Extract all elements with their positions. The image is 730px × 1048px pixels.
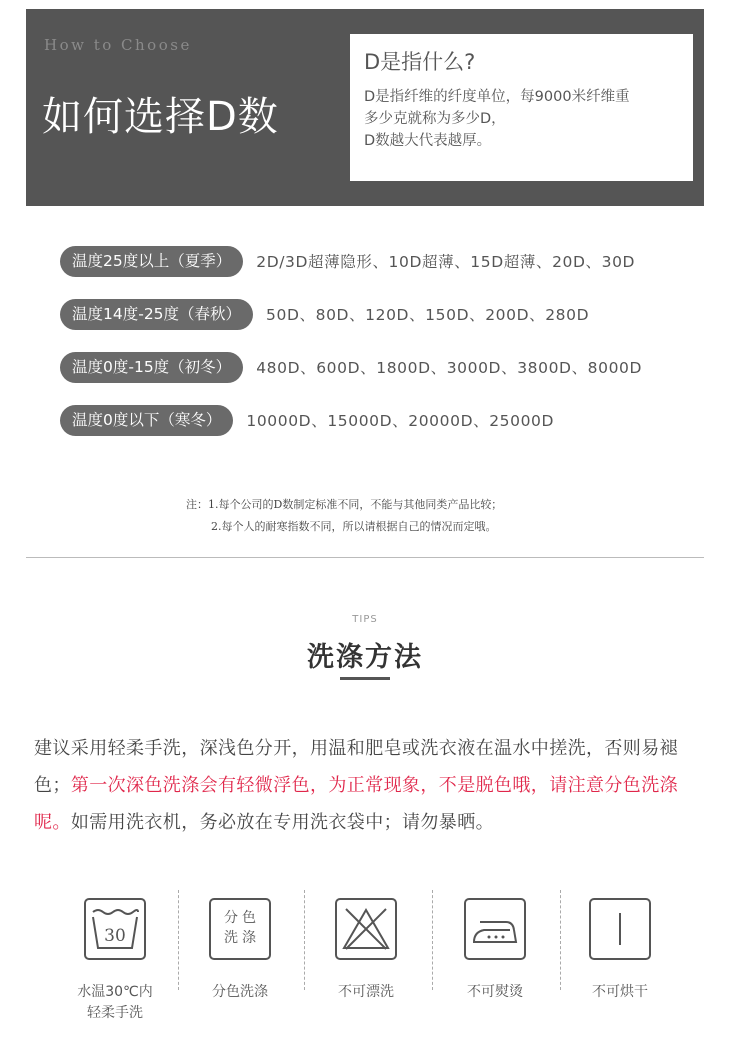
notes — [186, 494, 502, 538]
denier-range: 50D、80D、120D、150D、200D、280D — [266, 306, 590, 324]
d-question: D是指什么? — [364, 50, 476, 74]
temperature-row — [60, 297, 642, 331]
temperature-row — [60, 350, 642, 384]
tips-title: 洗涤方法 — [307, 642, 423, 673]
d-answer-line: 多少克就称为多少D， — [364, 111, 506, 127]
instructions-warning: 第一次深色洗涤会有轻微浮色，为正常现象，不是脱色哦，请注意分色洗涤呢。 — [34, 775, 679, 833]
tips-label: TIPS — [352, 614, 378, 625]
header-title: 如何选择D数 — [42, 94, 279, 140]
separate-icon-text-1: 分色 — [224, 910, 260, 926]
temperature-list — [60, 244, 642, 456]
iron-label: 不可熨烫 — [467, 984, 523, 1000]
instructions-text: 建议采用轻柔手洗，深浅色分开，用温和肥皂或洗衣液在温水中搓洗，否则易褪色； — [34, 738, 678, 796]
temperature-label: 温度14度-25度（春秋） — [60, 299, 253, 330]
dry-label: 不可烘干 — [592, 984, 648, 1000]
instructions-text-end: 如需用洗衣机，务必放在专用洗衣袋中；请勿暴晒。 — [70, 812, 495, 833]
care-item-dry — [555, 890, 685, 1003]
wash-label-line-2: 轻柔手洗 — [87, 1005, 143, 1021]
temperature-label: 温度25度以上（夏季） — [60, 246, 243, 277]
care-item-iron — [430, 890, 560, 1003]
d-answer-line: D是指纤维的纤度单位，每9000米纤维重 — [364, 89, 630, 105]
denier-range: 10000D、15000D、20000D、25000D — [246, 412, 555, 430]
tips-underline — [340, 677, 390, 680]
separate-colors-icon — [209, 898, 271, 960]
denier-range: 480D、600D、1800D、3000D、3800D、8000D — [256, 359, 643, 377]
bleach-label: 不可漂洗 — [338, 984, 394, 1000]
care-item-wash — [50, 890, 180, 1024]
care-icons — [50, 890, 690, 1030]
wash-label — [50, 982, 180, 1024]
section-divider — [26, 557, 704, 558]
temperature-label: 温度0度以下（寒冬） — [60, 405, 233, 436]
d-answer-line: D数越大代表越厚。 — [364, 133, 492, 149]
temperature-label: 温度0度-15度（初冬） — [60, 352, 243, 383]
temperature-row — [60, 403, 642, 437]
note-line-1: 注：1.每个公司的D数制定标准不同，不能与其他同类产品比较； — [186, 498, 503, 511]
washing-instructions — [34, 730, 700, 841]
no-iron-icon — [464, 898, 526, 960]
wash-30-icon — [84, 898, 146, 960]
note-line-2: 2.每个人的耐寒指数不同，所以请根据自己的情况而定哦。 — [211, 520, 497, 533]
separate-icon-text-2: 洗涤 — [224, 930, 260, 946]
header-banner — [26, 9, 704, 206]
d-answer — [364, 86, 679, 152]
d-definition-card — [350, 34, 693, 181]
care-item-separate — [175, 890, 305, 1003]
denier-range: 2D/3D超薄隐形、10D超薄、15D超薄、20D、30D — [256, 253, 636, 271]
no-tumble-dry-icon — [589, 898, 651, 960]
header-eyebrow: How to Choose — [44, 36, 192, 54]
no-bleach-icon — [335, 898, 397, 960]
separate-label: 分色洗涤 — [212, 984, 268, 1000]
wash-temperature-number: 30 — [104, 926, 126, 946]
wash-label-line-1: 水温30℃内 — [77, 984, 153, 1000]
care-item-bleach — [301, 890, 431, 1003]
temperature-row — [60, 244, 642, 278]
